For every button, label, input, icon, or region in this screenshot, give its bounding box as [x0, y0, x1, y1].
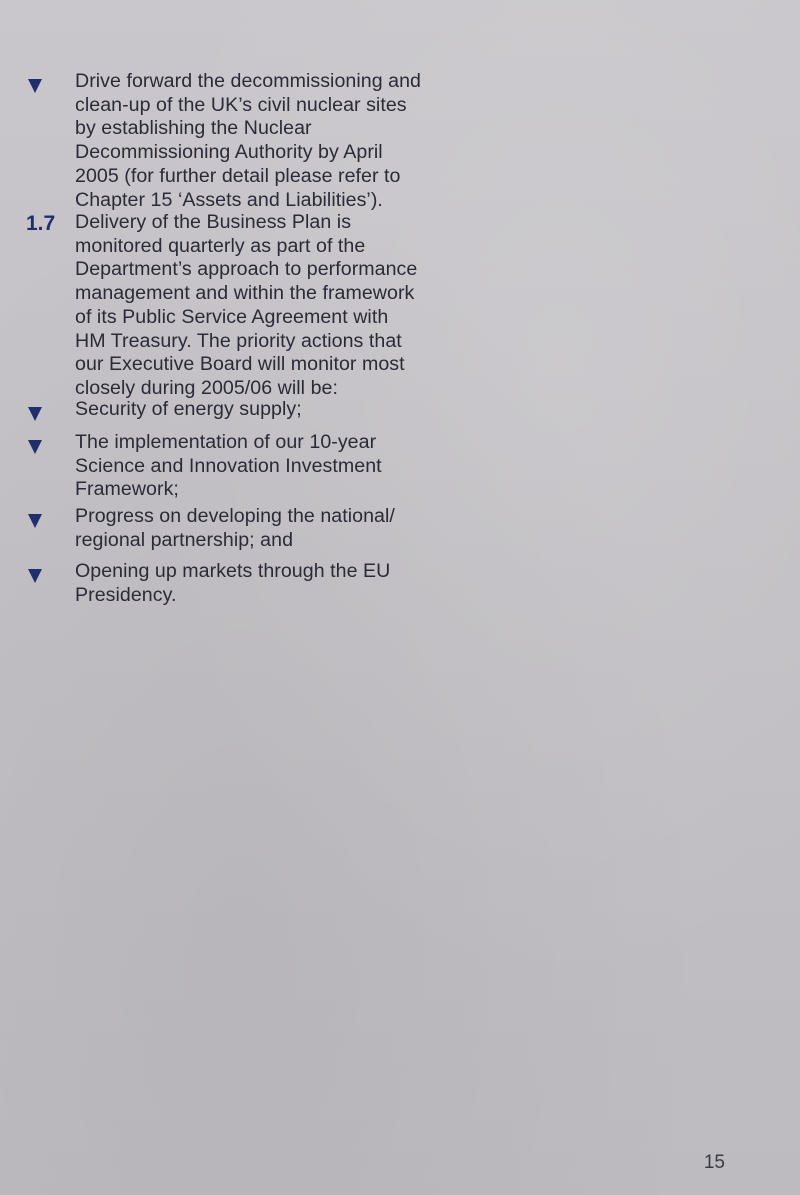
paragraph-text — [75, 505, 395, 552]
page-number: 15 — [703, 1152, 725, 1173]
text-line: 2005 (for further detail please refer to — [75, 164, 401, 187]
text-line: Drive forward the decommissioning and — [75, 70, 421, 92]
text-line: The implementation of our 10-year — [75, 431, 377, 453]
text-line: Opening up markets through the EU — [75, 560, 391, 582]
text-line: management and within the framework — [75, 282, 415, 305]
text-line: Department’s approach to performance — [75, 258, 418, 281]
text-line: Decommissioning Authority by April — [75, 141, 383, 164]
text-line: clean-up of the UK’s civil nuclear sites — [75, 93, 407, 116]
paragraph-text — [75, 211, 418, 401]
text-line: Delivery of the Business Plan is — [75, 211, 352, 233]
paragraph-number-label: 1.7 — [26, 212, 56, 235]
text-line: Presidency. — [75, 583, 177, 606]
bullet-triangle-icon — [26, 560, 50, 583]
paragraph-text — [75, 70, 421, 212]
text-line: regional partnership; and — [75, 528, 294, 551]
text-line: Progress on developing the national/ — [75, 505, 395, 527]
text-line: by establishing the Nuclear — [75, 117, 312, 140]
text-line: closely during 2005/06 will be: — [75, 376, 338, 399]
bullet-triangle-icon — [26, 505, 50, 528]
bullet-triangle-icon — [26, 431, 50, 454]
paragraph-text — [75, 431, 382, 502]
bullet-triangle-icon — [26, 398, 50, 421]
paragraph-text — [75, 560, 391, 607]
text-line: monitored quarterly as part of the — [75, 234, 366, 257]
text-line: HM Treasury. The priority actions that — [75, 329, 402, 352]
text-line: Science and Innovation Investment — [75, 454, 382, 477]
paragraph-number — [26, 211, 56, 237]
text-line: our Executive Board will monitor most — [75, 353, 405, 376]
text-line: Chapter 15 ‘Assets and Liabilities’). — [75, 188, 383, 211]
text-line: of its Public Service Agreement with — [75, 305, 389, 328]
bullet-triangle-icon — [26, 70, 50, 93]
paragraph-text — [75, 398, 375, 422]
text-line: Security of energy supply; — [75, 398, 302, 420]
text-line: Framework; — [75, 478, 179, 501]
